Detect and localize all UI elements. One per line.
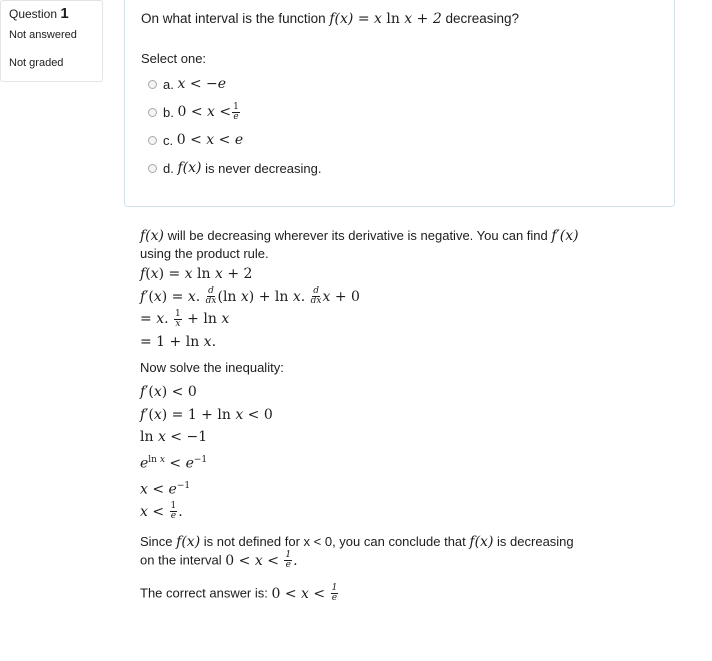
solve-label: Now solve the inequality: (140, 360, 284, 375)
inequality-line-6: x < $\frac{1}{e}$ . (140, 501, 183, 522)
inequality-line-1: f′(x) < 0 (140, 384, 197, 400)
option-b-fraction (232, 103, 240, 122)
derivation-line-3: = x. $\frac{1}{x}$ + ln x (140, 308, 230, 329)
feedback-intro-text: will be decreasing wherever its derivative is negative. You can find (167, 228, 548, 243)
option-c[interactable] (148, 126, 658, 154)
option-a-letter: a. (163, 76, 174, 92)
option-b-letter: b. (163, 104, 174, 120)
option-c-letter: c. (163, 132, 174, 148)
conclusion (140, 533, 659, 570)
question-text (141, 11, 658, 27)
question-text-prefix: On what interval is the function (141, 11, 326, 26)
feedback-intro-fpx: f′(x) (551, 228, 579, 244)
question-grade: Not graded (9, 57, 64, 69)
conclusion-fx: f(x) (176, 534, 201, 551)
general-feedback (124, 207, 675, 661)
correct-answer-label: The correct answer is: (140, 585, 268, 601)
radio-option-c[interactable] (148, 136, 157, 145)
question-text-suffix: decreasing? (445, 11, 520, 26)
radio-option-b[interactable] (148, 108, 157, 117)
inequality-line-4: $e^{ln x} < e^{-1}$ (140, 454, 208, 472)
correct-answer-value: 0 < x < $\frac{1}{e}$ (271, 583, 338, 604)
option-d-letter: d. (163, 160, 174, 176)
inequality-line-5: $x < e^{-1}$ (140, 480, 191, 498)
feedback-intro-fx: f(x) (140, 228, 165, 244)
radio-option-d[interactable] (148, 164, 157, 173)
right-answer (140, 584, 659, 603)
option-d-expr: f(x) (177, 160, 202, 176)
select-one-prompt: Select one: (141, 51, 207, 66)
option-c-expr: 0 < x < e (176, 132, 244, 148)
question-function-expr: f(x) = x ln x + 2 (329, 11, 442, 27)
option-b-expr: 0 < x < (177, 104, 232, 120)
derivation-line-4: = 1 + ln x. (140, 333, 217, 350)
option-b-frac-num: 1 (233, 101, 239, 112)
derivation-line-2: f′(x) = x. $\frac{d}{dx}$ (ln x) + ln x. $\frac{d}{dx}$ x + 0 (140, 286, 360, 306)
question-number (9, 5, 94, 22)
answer-options (148, 70, 658, 182)
question-formulation (124, 0, 675, 207)
conclusion-text-4: on the interval (140, 552, 222, 568)
question-info-panel (0, 0, 103, 82)
feedback-intro-text-2: using the product rule. (140, 246, 269, 261)
option-a-expr: x < −e (177, 76, 227, 92)
derivation-line-1: f(x) = x ln x + 2 (140, 266, 253, 282)
feedback-intro (140, 227, 659, 263)
question-number-value: 1 (60, 5, 69, 22)
conclusion-fx-2: f(x) (469, 534, 494, 551)
conclusion-interval: 0 < x < $\frac{1}{e}$ . (225, 550, 298, 571)
inequality-line-3: ln x < −1 (140, 429, 208, 445)
conclusion-text-2: is not defined for x < 0, you can conclude that (203, 534, 466, 550)
question-state: Not answered (9, 29, 77, 41)
conclusion-text-1: Since (140, 534, 173, 550)
option-d-text: is never decreasing. (205, 160, 322, 176)
option-a[interactable] (148, 70, 658, 98)
question-label: Question (9, 7, 58, 21)
option-d[interactable] (148, 154, 658, 182)
option-b-frac-den: e (233, 111, 239, 122)
inequality-line-2: f′(x) = 1 + ln x < 0 (140, 406, 273, 423)
radio-option-a[interactable] (148, 80, 157, 89)
conclusion-text-3: is decreasing (497, 534, 574, 550)
option-b[interactable] (148, 98, 658, 126)
